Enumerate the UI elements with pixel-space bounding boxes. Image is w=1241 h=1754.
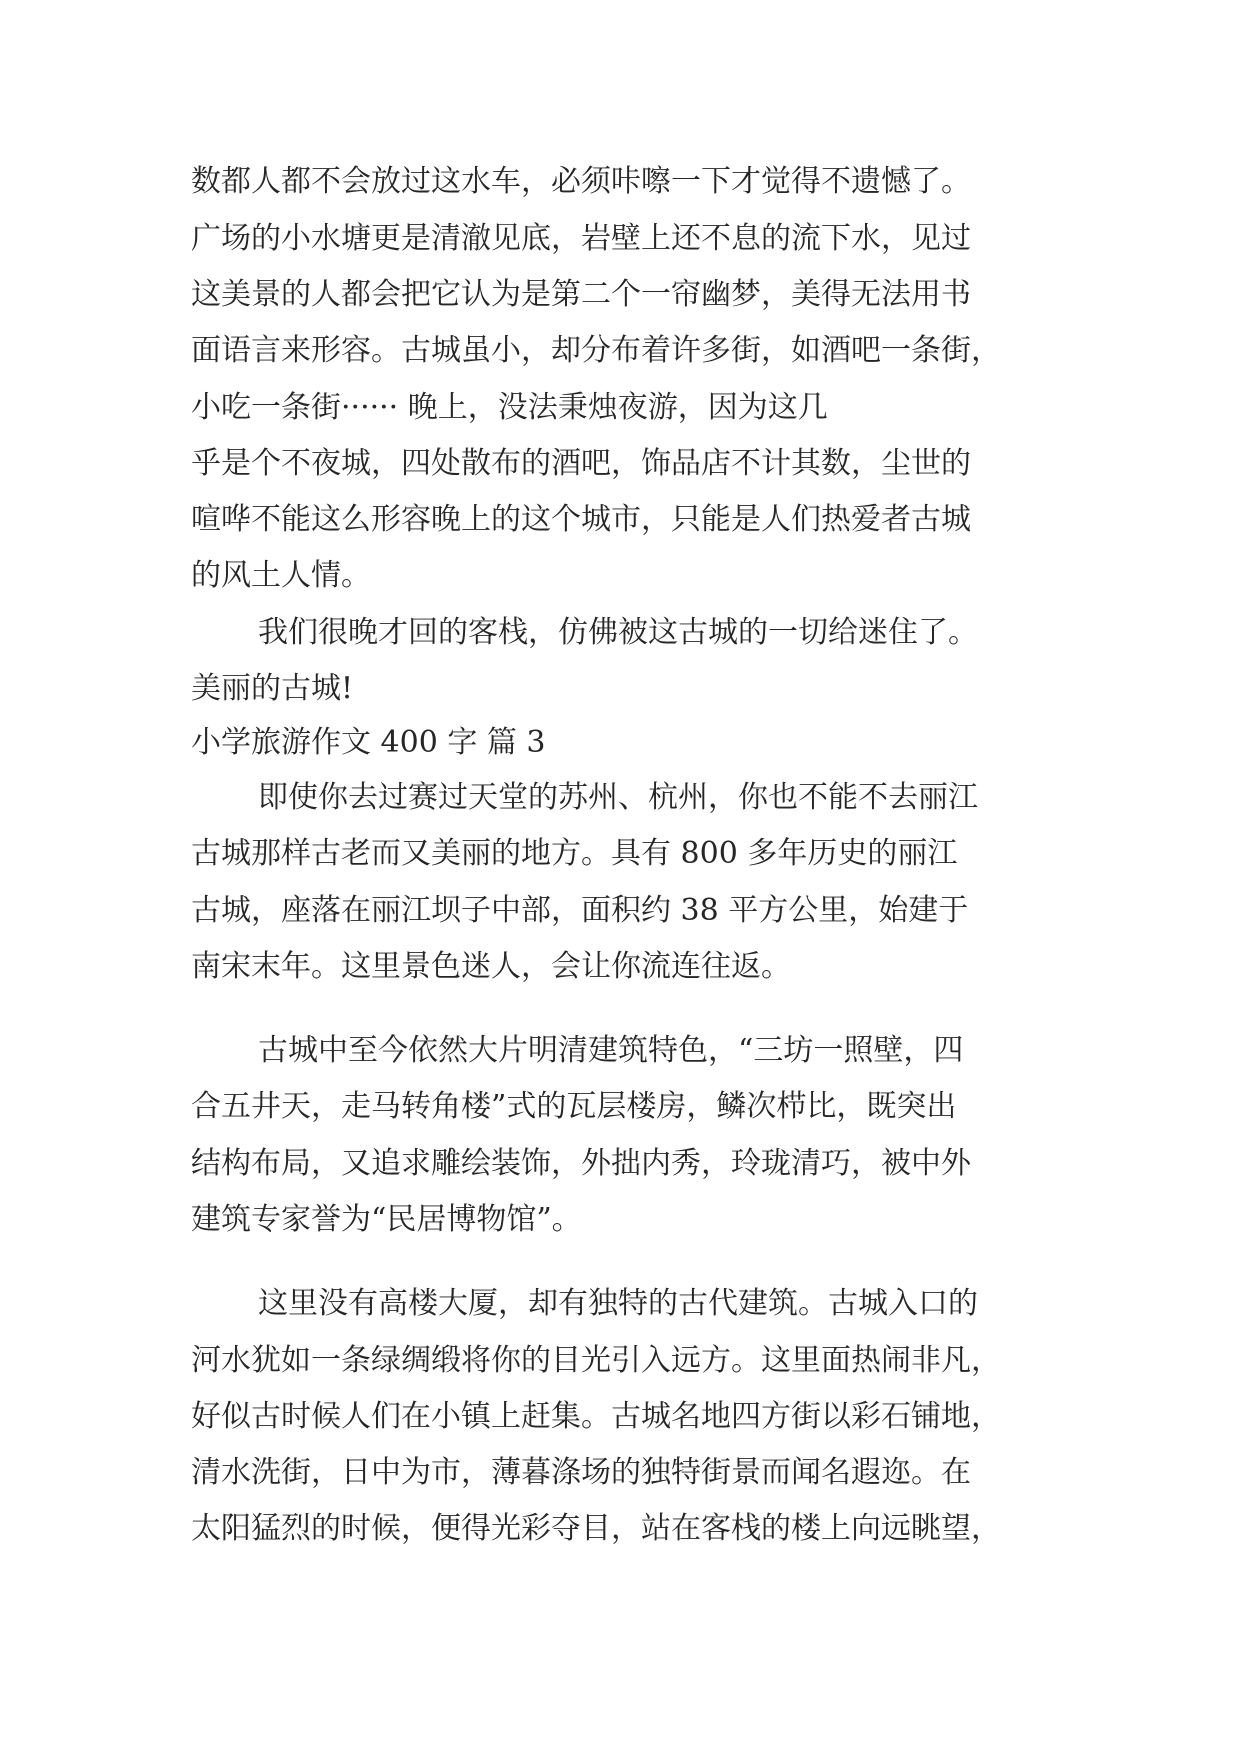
text-line: 乎是个不夜城，四处散布的酒吧，饰品店不计其数，尘世的 — [191, 446, 971, 481]
text-line: 清水洗街，日中为市，薄暮涤场的独特街景而闻名遐迩。在 — [191, 1455, 971, 1490]
text-line: 的风土人情。 — [191, 558, 371, 593]
text-line: 南宋末年。这里景色迷人，会让你流连往返。 — [191, 949, 791, 984]
text-line: 这美景的人都会把它认为是第二个一帘幽梦，美得无法用书 — [191, 277, 971, 312]
text-line: 古城，座落在丽江坝子中部，面积约 38 平方公里，始建于 — [191, 893, 969, 928]
paragraph-first-line: 即使你去过赛过天堂的苏州、杭州，你也不能不去丽江 — [258, 780, 978, 815]
text-line: 广场的小水塘更是清澈见底，岩壁上还不息的流下水，见过 — [191, 221, 971, 256]
paragraph-first-line: 我们很晚才回的客栈，仿佛被这古城的一切给迷住了。 — [258, 615, 978, 650]
text-line: 小吃一条街······ 晚上，没法秉烛夜游，因为这几 — [191, 390, 828, 425]
text-line: 数都人都不会放过这水车，必须咔嚓一下才觉得不遗憾了。 — [191, 164, 971, 199]
text-line: 太阳猛烈的时候，便得光彩夺目，站在客栈的楼上向远眺望， — [191, 1511, 1001, 1546]
text-line: 河水犹如一条绿绸缎将你的目光引入远方。这里面热闹非凡， — [191, 1343, 1001, 1378]
text-line: 好似古时候人们在小镇上赶集。古城名地四方街以彩石铺地， — [191, 1399, 1001, 1434]
text-line: 建筑专家誉为“民居博物馆”。 — [191, 1202, 582, 1237]
text-line: 结构布局，又追求雕绘装饰，外拙内秀，玲珑清巧，被中外 — [191, 1146, 971, 1181]
text-line: 美丽的古城! — [191, 671, 354, 706]
text-line: 合五井天，走马转角楼”式的瓦层楼房，鳞次栉比，既突出 — [191, 1089, 957, 1124]
paragraph-first-line: 这里没有高楼大厦，却有独特的古代建筑。古城入口的 — [258, 1286, 978, 1321]
text-line: 面语言来形容。古城虽小，却分布着许多街，如酒吧一条街， — [191, 333, 1001, 368]
section-heading: 小学旅游作文 400 字 篇 3 — [191, 725, 546, 760]
text-line: 古城那样古老而又美丽的地方。具有 800 多年历史的丽江 — [191, 836, 958, 871]
paragraph-first-line: 古城中至今依然大片明清建筑特色，“三坊一照壁，四 — [258, 1033, 964, 1068]
text-line: 喧哗不能这么形容晚上的这个城市，只能是人们热爱者古城 — [191, 502, 971, 537]
